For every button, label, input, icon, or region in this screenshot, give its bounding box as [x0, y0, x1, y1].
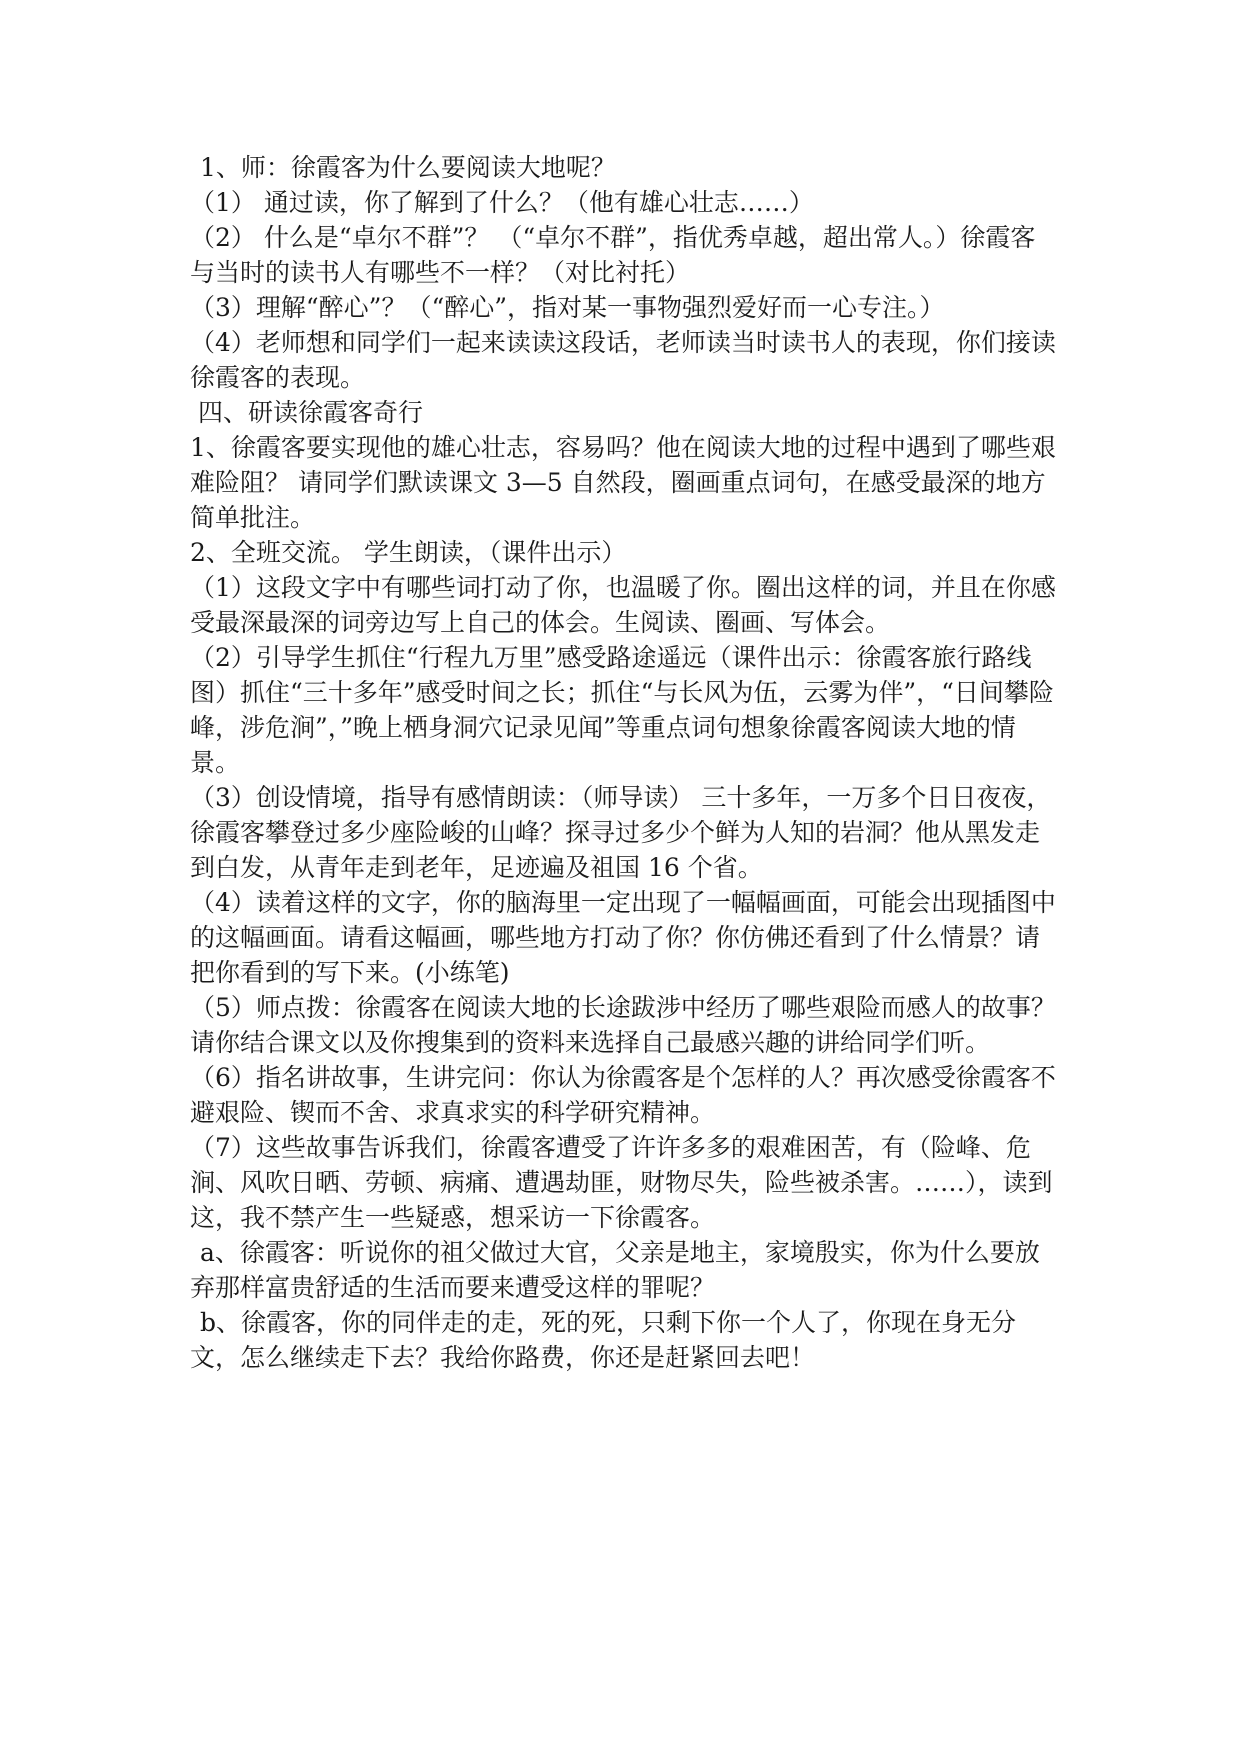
step-7-paragraph: （7）这些故事告诉我们，徐霞客遭受了许许多多的艰难困苦，有（险峰、危涧、风吹日晒、劳顿、病痛、遭遇劫匪，财物尽失，险些被杀害。……），读到这，我不禁产生一些疑惑，想采访一下徐霞客。 — [190, 1133, 1053, 1232]
question-1-paragraph: 1、师：徐霞客为什么要阅读大地呢？ — [200, 153, 616, 182]
section-heading: 四、研读徐霞客奇行 — [198, 398, 424, 427]
sub-question-2-paragraph: （2） 什么是“卓尔不群”？ （“卓尔不群”，指优秀卓越，超出常人。）徐霞客与当时的读书人有哪些不一样？（对比衬托） — [190, 223, 1036, 287]
step-1-paragraph: （1）这段文字中有哪些词打动了你，也温暖了你。圈出这样的词，并且在你感受最深最深的词旁边写上自己的体会。生阅读、圈画、写体会。 — [190, 573, 1056, 637]
step-2-paragraph: （2）引导学生抓住“行程九万里”感受路途遥远（课件出示：徐霞客旅行路线图）抓住“三十多年”感受时间之长；抓住“与长风为伍，云雾为伴”，“日间攀险峰，涉危涧”，”晚上栖身洞穴记录见闻”等重点词句想象徐霞客阅读大地的情景。 — [190, 643, 1054, 777]
step-4-paragraph: （4）读着这样的文字，你的脑海里一定出现了一幅幅画面，可能会出现插图中的这幅画面。请看这幅画，哪些地方打动了你？你仿佛还看到了什么情景？请把你看到的写下来。(小练笔) — [190, 888, 1056, 987]
sub-question-3-paragraph: （3）理解“醉心”？（“醉心”，指对某一事物强烈爱好而一心专注。） — [190, 293, 945, 322]
task-2-paragraph: 2、全班交流。 学生朗读，（课件出示） — [190, 538, 627, 567]
interview-a-paragraph: a、徐霞客：听说你的祖父做过大官，父亲是地主，家境殷实，你为什么要放弃那样富贵舒适的生活而要来遭受这样的罪呢？ — [190, 1238, 1040, 1302]
step-5-paragraph: （5）师点拨：徐霞客在阅读大地的长途跋涉中经历了哪些艰险而感人的故事？请你结合课文以及你搜集到的资料来选择自己最感兴趣的讲给同学们听。 — [190, 993, 1056, 1057]
sub-question-1-paragraph: （1） 通过读，你了解到了什么？（他有雄心壮志……） — [190, 188, 814, 217]
step-6-paragraph: （6）指名讲故事，生讲完问：你认为徐霞客是个怎样的人？再次感受徐霞客不避艰险、锲而不舍、求真求实的科学研究精神。 — [190, 1063, 1056, 1127]
document-body — [190, 150, 1060, 1375]
sub-question-4-paragraph: （4）老师想和同学们一起来读读这段话，老师读当时读书人的表现，你们接读徐霞客的表现。 — [190, 328, 1056, 392]
task-1-paragraph: 1、徐霞客要实现他的雄心壮志，容易吗？他在阅读大地的过程中遇到了哪些艰难险阻？ 请同学们默读课文 3—5 自然段，圈画重点词句，在感受最深的地方简单批注。 — [190, 433, 1056, 532]
interview-b-paragraph: b、徐霞客，你的同伴走的走，死的死，只剩下你一个人了，你现在身无分文，怎么继续走下去？我给你路费，你还是赶紧回去吧！ — [190, 1308, 1017, 1372]
step-3-paragraph: （3）创设情境，指导有感情朗读：（师导读） 三十多年，一万多个日日夜夜，徐霞客攀登过多少座险峻的山峰？探寻过多少个鲜为人知的岩洞？他从黑发走到白发，从青年走到老年，足迹遍及祖国 16 个省。 — [190, 783, 1052, 882]
